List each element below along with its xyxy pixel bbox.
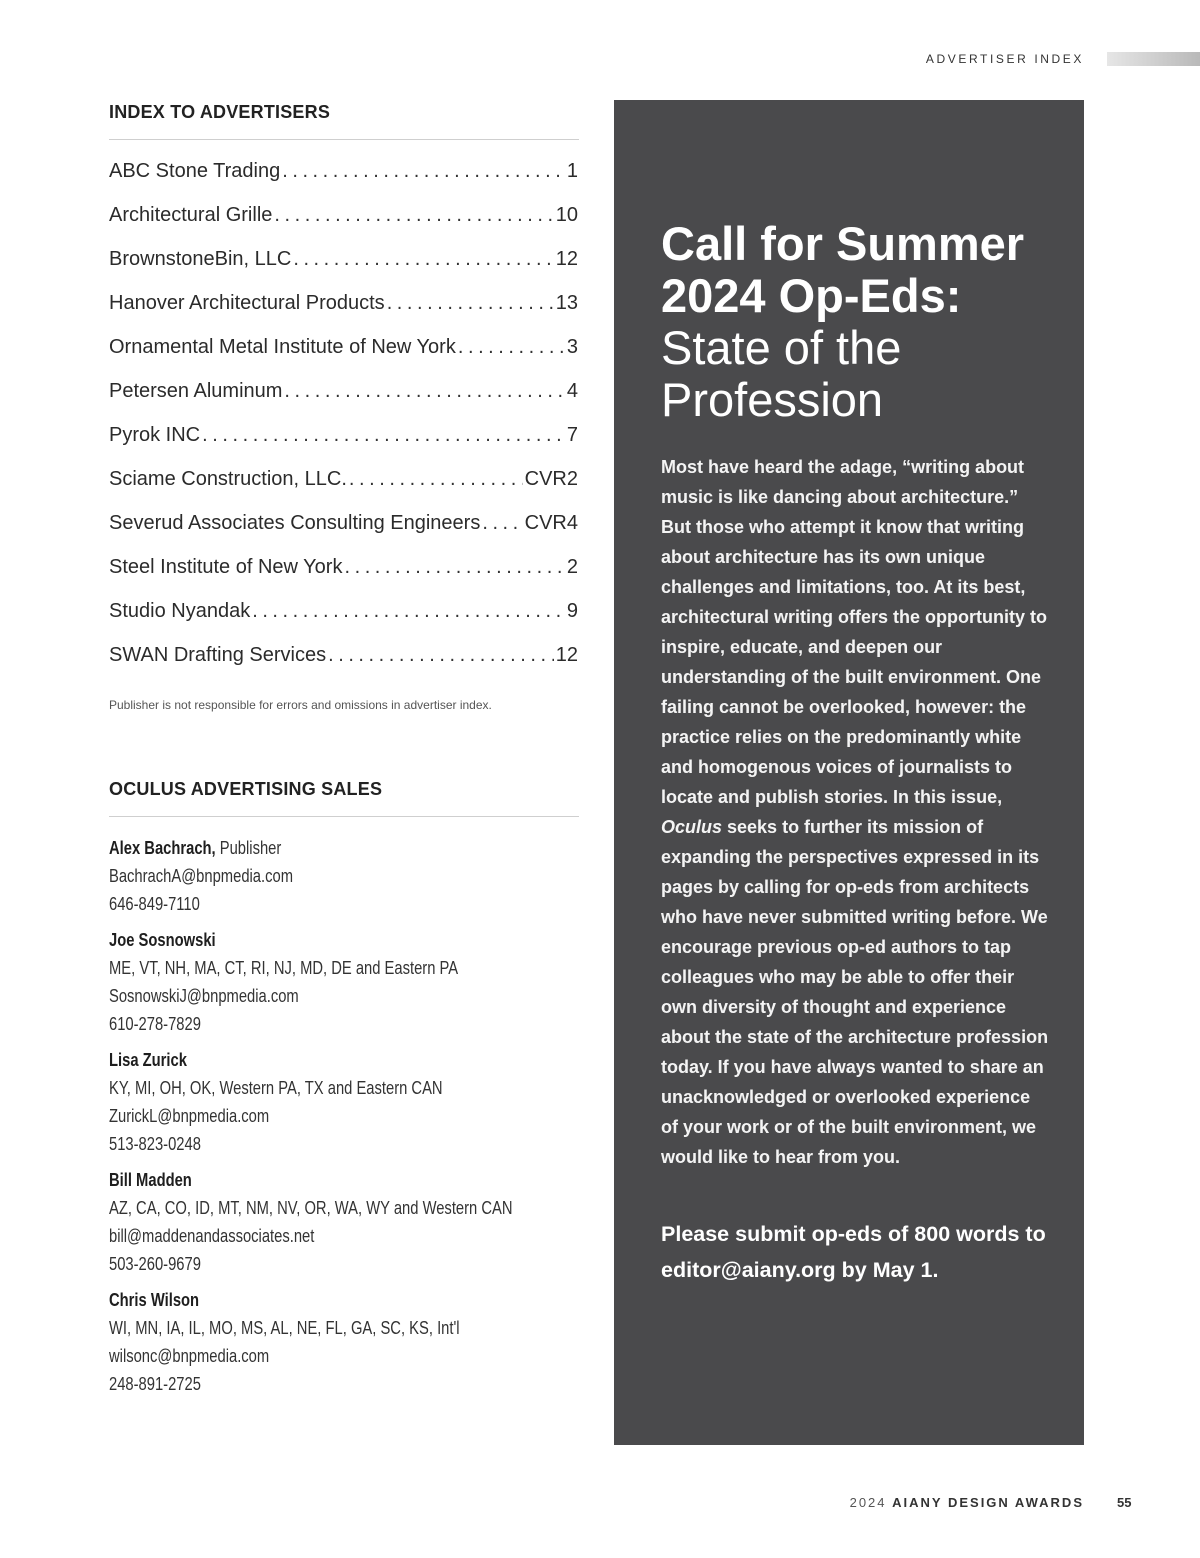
index-entry — [109, 468, 578, 512]
running-head: ADVERTISER INDEX — [925, 52, 1084, 66]
sales-contact — [109, 1286, 589, 1398]
sales-contact — [109, 834, 589, 918]
advertiser-page: 3 — [566, 336, 578, 358]
contact-email: BachrachA@bnpmedia.com — [109, 866, 294, 886]
index-entry — [109, 160, 578, 204]
advertiser-index-list — [109, 160, 578, 688]
contact-phone: 646-849-7110 — [109, 894, 200, 914]
footer-publication — [850, 1495, 1084, 1510]
callout-title — [661, 218, 1071, 426]
decorative-tab — [1107, 52, 1200, 66]
dot-leader — [458, 336, 565, 359]
contact-name: Joe Sosnowski — [109, 930, 216, 950]
advertiser-name: Steel Institute of New York — [109, 556, 343, 578]
sales-contacts — [109, 834, 589, 1406]
dot-leader — [274, 204, 553, 227]
contact-territory: AZ, CA, CO, ID, MT, NM, NV, OR, WA, WY and Western CAN — [109, 1198, 513, 1218]
contact-email: wilsonc@bnpmedia.com — [109, 1346, 270, 1366]
callout-subtitle-line: State of the — [661, 321, 902, 374]
dot-leader — [252, 600, 565, 623]
index-entry — [109, 556, 578, 600]
advertiser-page: 10 — [555, 204, 578, 226]
index-title: INDEX TO ADVERTISERS — [109, 102, 331, 122]
contact-phone: 513-823-0248 — [109, 1134, 201, 1154]
footer-year: 2024 — [849, 1495, 893, 1510]
dot-leader — [282, 160, 565, 183]
index-entry — [109, 424, 578, 468]
callout-body-emphasis: Oculus — [661, 817, 723, 837]
index-entry — [109, 600, 578, 644]
advertiser-page: 12 — [555, 644, 578, 666]
sales-contact — [109, 1166, 589, 1278]
advertiser-page: CVR4 — [524, 512, 578, 534]
index-entry — [109, 204, 578, 248]
advertiser-page: 4 — [566, 380, 578, 402]
contact-phone: 503-260-9679 — [109, 1254, 201, 1274]
callout-submit-instructions: Please submit op-eds of 800 words to editor@aiany.org by May 1. — [661, 1222, 1046, 1282]
advertiser-name: Severud Associates Consulting Engineers — [109, 512, 481, 534]
index-disclaimer: Publisher is not responsible for errors and omissions in advertiser index. — [109, 698, 492, 712]
advertiser-name: Hanover Architectural Products — [109, 292, 385, 314]
dot-leader — [387, 292, 554, 315]
contact-name: Bill Madden — [109, 1170, 192, 1190]
advertiser-page: 7 — [566, 424, 578, 446]
contact-phone: 248-891-2725 — [109, 1374, 201, 1394]
sales-title-rule — [109, 816, 579, 817]
index-title-rule — [109, 139, 579, 140]
advertiser-page: 12 — [555, 248, 578, 270]
advertiser-name: Studio Nyandak — [109, 600, 251, 622]
advertiser-page: 13 — [555, 292, 578, 314]
sales-contact — [109, 1046, 589, 1158]
callout-subtitle-line: Profession — [661, 373, 884, 426]
contact-name: Lisa Zurick — [109, 1050, 187, 1070]
advertiser-name: Pyrok INC — [109, 424, 201, 446]
sales-contact — [109, 926, 589, 1038]
index-entry — [109, 336, 578, 380]
index-entry — [109, 380, 578, 424]
advertiser-name: SWAN Drafting Services — [109, 644, 327, 666]
contact-role: Publisher — [215, 838, 282, 858]
callout-title-line: Call for Summer — [661, 217, 1025, 270]
contact-territory: ME, VT, NH, MA, CT, RI, NJ, MD, DE and Eastern PA — [109, 958, 459, 978]
contact-phone: 610-278-7829 — [109, 1014, 201, 1034]
contact-territory: WI, MN, IA, IL, MO, MS, AL, NE, FL, GA, SC, KS, Int'l — [109, 1318, 460, 1338]
dot-leader — [284, 380, 564, 403]
sales-title: OCULUS ADVERTISING SALES — [109, 779, 383, 799]
advertiser-page: 1 — [566, 160, 578, 182]
callout-body-text: seeks to further its mission of expanding the perspectives expressed in its pages by calling for op-eds from architects who have never submitted writing before. We encourage previous op-ed authors to tap colleagues who may be able to offer their own diversity of thought and experience about the state of the architecture profession today. If you have always wanted to share an unacknowledged or overlooked experience of your work or of the built environment, we would like to hear from you. — [661, 817, 1049, 1167]
index-entry — [109, 644, 578, 688]
callout-body-text: Most have heard the adage, “writing about music is like dancing about architecture.” But those who attempt it know that writing about architecture has its own unique challenges and limitations, too. At its best, architectural writing offers the opportunity to inspire, educate, and deepen our understanding of the built environment. One failing cannot be overlooked, however: the practice relies on the predominantly white and homogenous voices of journalists to locate and publish stories. In this issue, — [661, 457, 1048, 807]
dot-leader — [349, 468, 523, 491]
dot-leader — [344, 556, 564, 579]
advertiser-name: ABC Stone Trading — [109, 160, 281, 182]
contact-name: Chris Wilson — [109, 1290, 200, 1310]
dot-leader — [293, 248, 553, 271]
advertiser-page: 9 — [566, 600, 578, 622]
advertiser-name: BrownstoneBin, LLC — [109, 248, 292, 270]
advertiser-name: Ornamental Metal Institute of New York — [109, 336, 456, 358]
contact-email: SosnowskiJ@bnpmedia.com — [109, 986, 299, 1006]
index-entry — [109, 248, 578, 292]
advertiser-name: Petersen Aluminum — [109, 380, 283, 402]
index-entry — [109, 292, 578, 336]
callout-body — [661, 452, 1051, 1172]
dot-leader — [482, 512, 522, 535]
contact-email: bill@maddenandassociates.net — [109, 1226, 315, 1246]
advertiser-page: 2 — [566, 556, 578, 578]
index-entry — [109, 512, 578, 556]
op-ed-callout-panel — [614, 100, 1084, 1445]
advertiser-name: Sciame Construction, LLC. — [109, 468, 347, 490]
dot-leader — [328, 644, 554, 667]
contact-territory: KY, MI, OH, OK, Western PA, TX and Eastern CAN — [109, 1078, 443, 1098]
advertiser-page: CVR2 — [524, 468, 578, 490]
contact-email: ZurickL@bnpmedia.com — [109, 1106, 270, 1126]
contact-name: Alex Bachrach, — [109, 838, 216, 858]
advertiser-name: Architectural Grille — [109, 204, 273, 226]
page-number: 55 — [1117, 1495, 1132, 1510]
dot-leader — [202, 424, 565, 447]
footer-title: AIANY DESIGN AWARDS — [892, 1495, 1084, 1510]
callout-title-line: 2024 Op-Eds: — [661, 269, 962, 322]
